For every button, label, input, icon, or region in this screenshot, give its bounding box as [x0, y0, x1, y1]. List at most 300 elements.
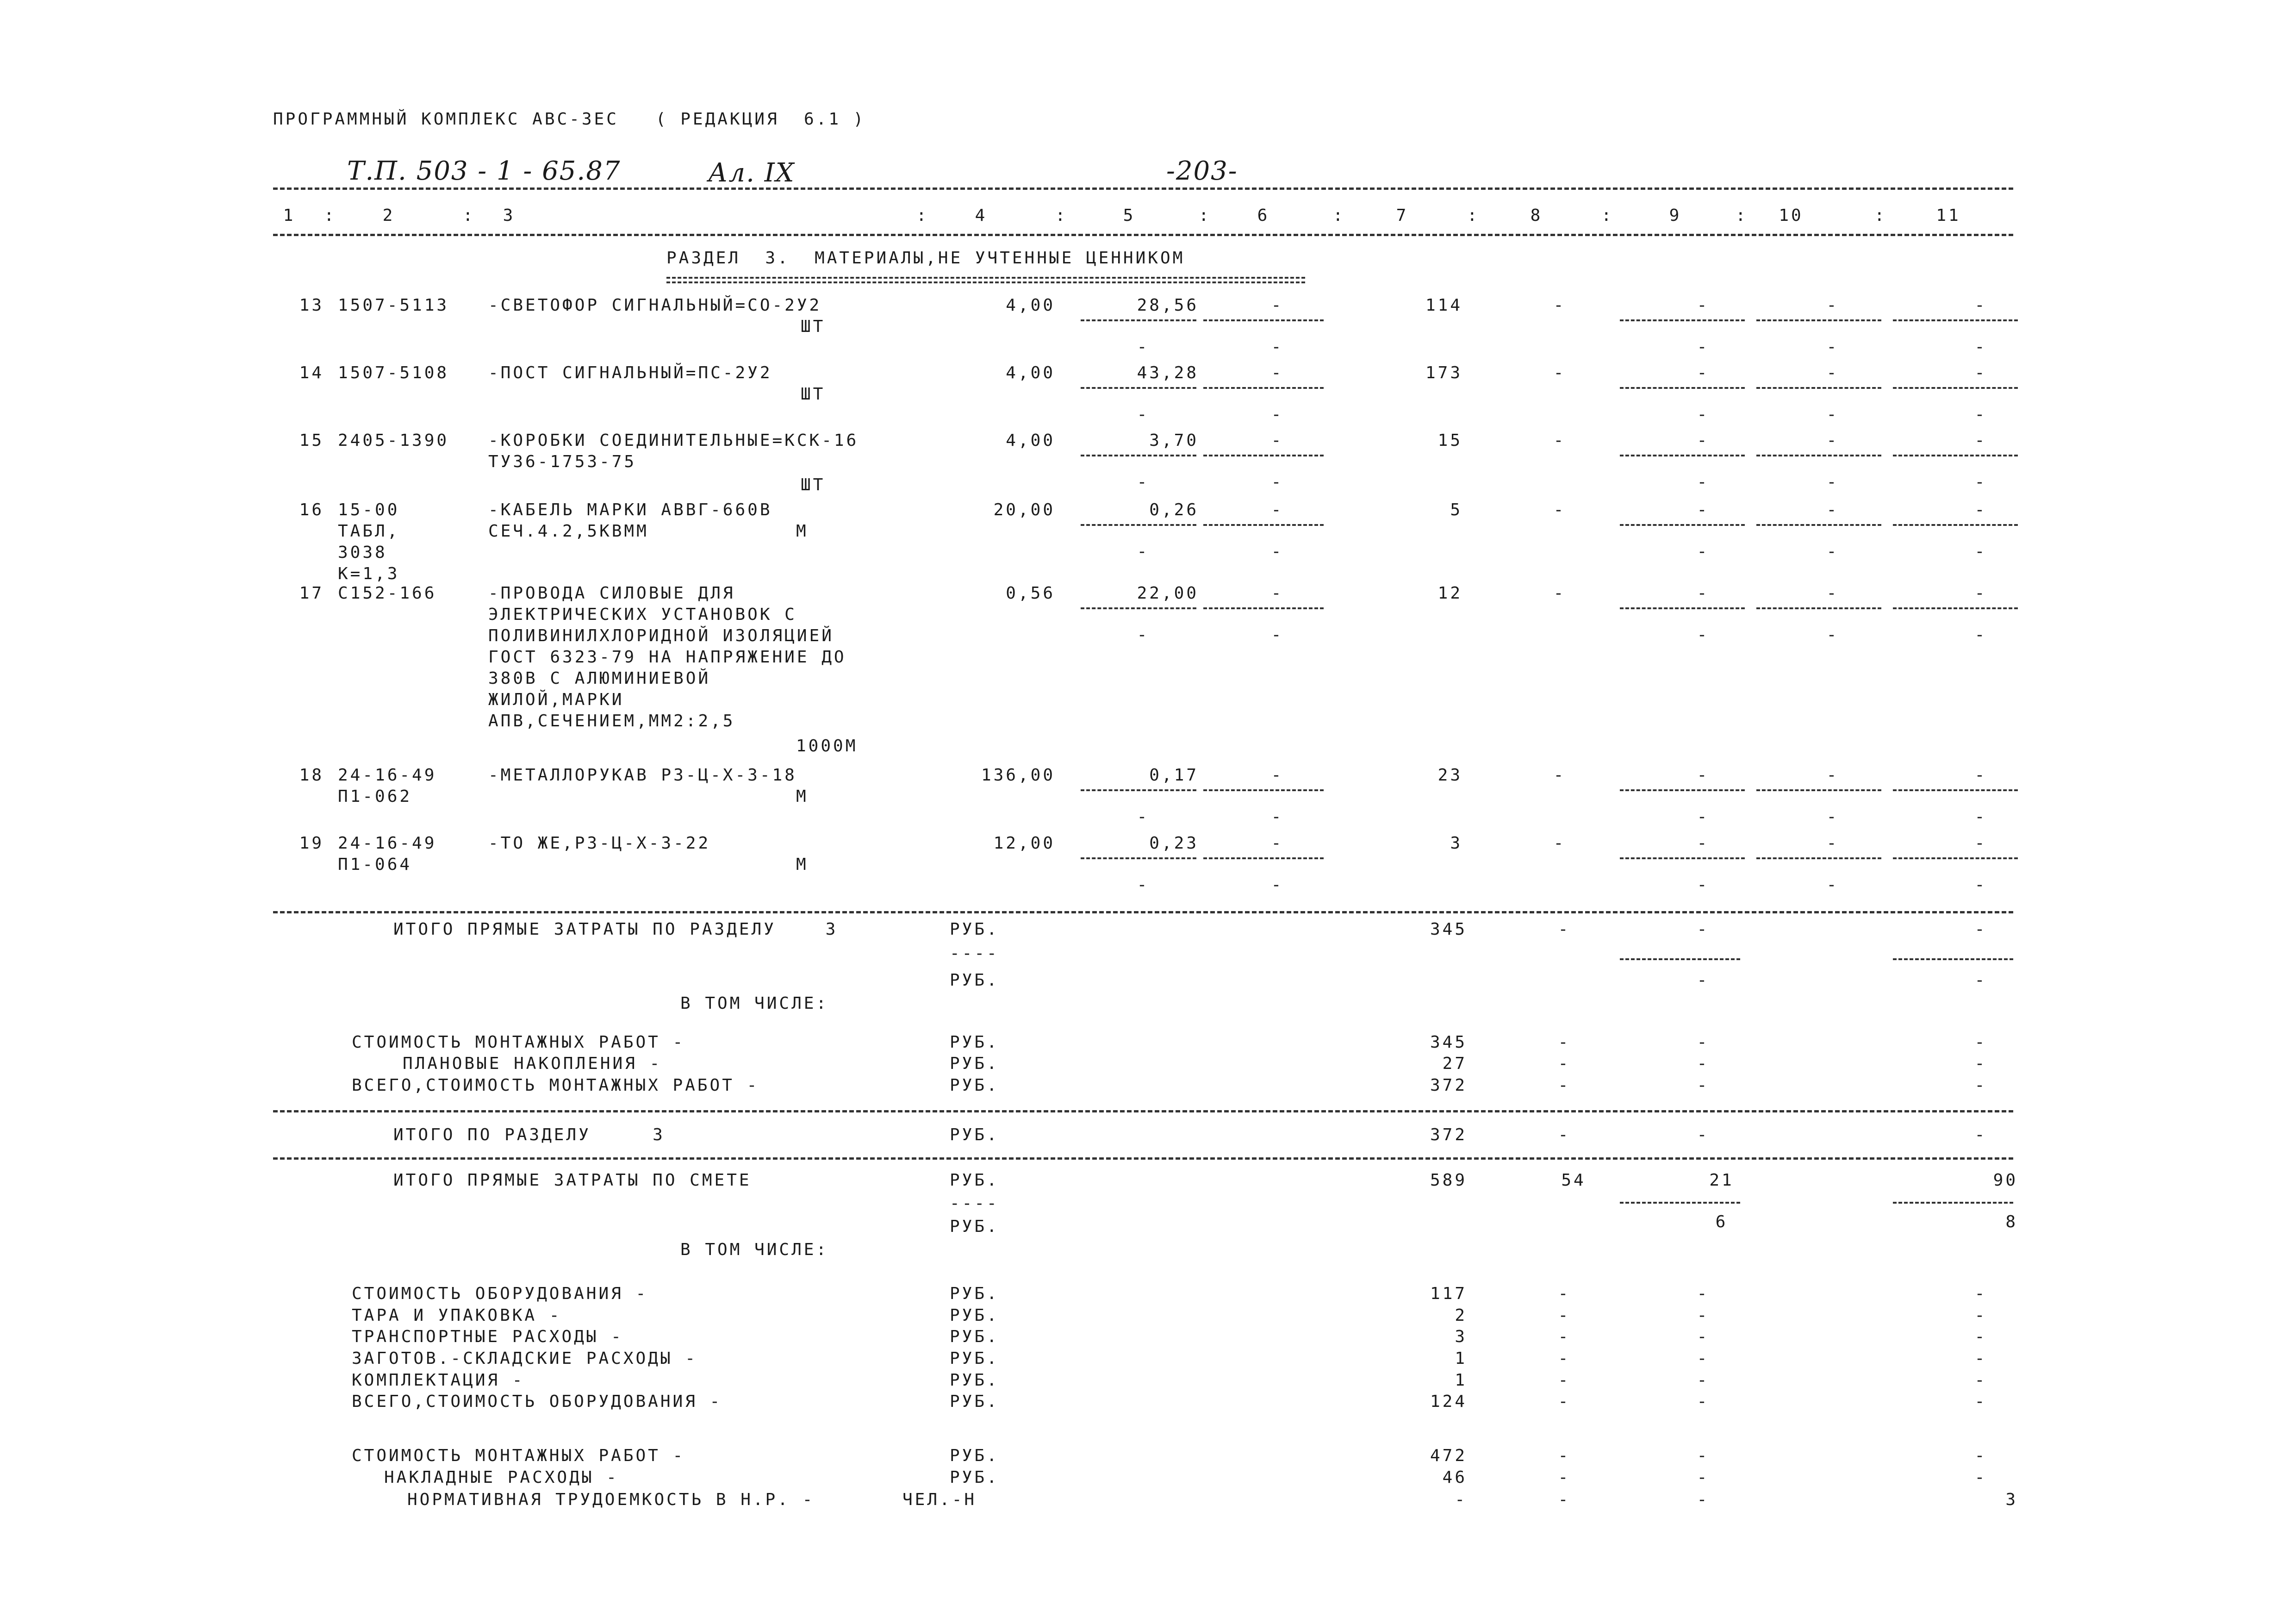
equipment-line-c11: -	[1974, 1392, 1987, 1411]
estimate-c11-underline	[1893, 1202, 2013, 1204]
row-col6: -	[1271, 584, 1284, 603]
row-col10-sub: -	[1826, 473, 1839, 492]
row-col10-sub: -	[1826, 337, 1839, 356]
row-unit-price: 0,23	[1149, 834, 1199, 853]
row-col10-sub: -	[1826, 875, 1839, 894]
row-col6-sub: -	[1271, 625, 1284, 644]
row-quantity: 12,00	[993, 834, 1055, 853]
row-price-sub: -	[1137, 337, 1150, 356]
row-unit: М	[796, 787, 809, 806]
section-line-c9: -	[1697, 1076, 1710, 1095]
row-unit-price: 0,26	[1149, 500, 1199, 519]
equipment-line-total: 1	[1455, 1349, 1467, 1368]
column-number: 3	[503, 206, 516, 225]
row-col11-sub: -	[1974, 542, 1987, 561]
row-code: 1507-5108	[338, 363, 449, 382]
section-direct-label: ИТОГО ПРЯМЫЕ ЗАТРАТЫ ПО РАЗДЕЛУ 3	[393, 920, 838, 939]
section-line-c11: -	[1974, 1076, 1987, 1095]
equipment-line-unit: РУБ.	[950, 1371, 999, 1390]
row-code: 3038	[338, 543, 387, 562]
estimate-direct-unit-2: РУБ.	[950, 1217, 999, 1236]
row-name: -ПРОВОДА СИЛОВЫЕ ДЛЯ	[488, 584, 735, 603]
overhead-total: 46	[1442, 1468, 1467, 1487]
section-total-c9: -	[1697, 1125, 1710, 1144]
row-col6-sub: -	[1271, 875, 1284, 894]
estimate-direct-c8: 54	[1561, 1171, 1586, 1190]
section-line-label: ПЛАНОВЫЕ НАКОПЛЕНИЯ -	[403, 1054, 662, 1073]
col11-underline	[1893, 455, 2018, 456]
column-number: 1	[283, 206, 296, 225]
section-direct-unit-2: РУБ.	[950, 971, 999, 990]
row-col8: -	[1553, 363, 1566, 382]
col9-underline	[1620, 319, 1745, 321]
equipment-line-c11: -	[1974, 1306, 1987, 1325]
row-col9-sub: -	[1697, 542, 1710, 561]
col10-underline	[1756, 857, 1881, 859]
col11-underline	[1893, 607, 2018, 609]
row-name: ЭЛЕКТРИЧЕСКИХ УСТАНОВОК С	[488, 605, 797, 624]
col6-underline	[1203, 524, 1324, 526]
row-col10-sub: -	[1826, 405, 1839, 424]
section-line-c8: -	[1558, 1076, 1571, 1095]
row-code: ТАБЛ,	[338, 522, 400, 541]
section-total-c11: -	[1974, 1125, 1987, 1144]
col10-underline	[1756, 455, 1881, 456]
col11-underline	[1893, 319, 2018, 321]
row-col10: -	[1826, 500, 1839, 519]
equipment-line-c8: -	[1558, 1284, 1571, 1303]
section-line-c11: -	[1974, 1033, 1987, 1052]
row-name: СЕЧ.4.2,5КВММ	[488, 522, 649, 541]
col11-underline	[1893, 387, 2018, 389]
col9-underline	[1620, 857, 1745, 859]
row-col11: -	[1974, 766, 1987, 785]
row-col9: -	[1697, 363, 1710, 382]
row-name: -КАБЕЛЬ МАРКИ АВВГ-660В	[488, 500, 772, 519]
section-c9-underline	[1620, 958, 1740, 960]
row-col6-sub: -	[1271, 542, 1284, 561]
doc-code: Т.П. 503 - 1 - 65.87	[347, 156, 621, 186]
section-line-total: 345	[1430, 1033, 1467, 1052]
rule-before-section-summary	[273, 911, 2013, 913]
row-unit-price: 22,00	[1137, 584, 1199, 603]
col11-underline	[1893, 524, 2018, 526]
equipment-line-label: СТОИМОСТЬ ОБОРУДОВАНИЯ -	[352, 1284, 648, 1303]
row-quantity: 4,00	[1006, 363, 1055, 382]
row-price-sub: -	[1137, 542, 1150, 561]
row-col11: -	[1974, 363, 1987, 382]
column-separator: :	[1874, 206, 1887, 225]
row-col9-sub: -	[1697, 807, 1710, 826]
equipment-line-c8: -	[1558, 1349, 1571, 1368]
row-quantity: 136,00	[981, 766, 1055, 785]
labor-c11: 3	[2005, 1490, 2018, 1509]
row-col10-sub: -	[1826, 807, 1839, 826]
price-underline	[1081, 789, 1196, 791]
row-name: ТУ36-1753-75	[488, 452, 637, 471]
row-price-sub: -	[1137, 875, 1150, 894]
row-name: -СВЕТОФОР СИГНАЛЬНЫЙ=СО-2У2	[488, 296, 822, 315]
section-total-label: ИТОГО ПО РАЗДЕЛУ 3	[393, 1125, 665, 1144]
estimate-c9-sub: 6	[1715, 1212, 1728, 1231]
row-name: -ТО ЖЕ,РЗ-Ц-Х-3-22	[488, 834, 711, 853]
install-c8: -	[1558, 1446, 1571, 1465]
row-number: 15	[299, 431, 324, 450]
page-number: -203-	[1166, 156, 1238, 186]
row-col10-sub: -	[1826, 542, 1839, 561]
section-c11-underline	[1893, 958, 2013, 960]
row-col6: -	[1271, 431, 1284, 450]
equipment-line-c9: -	[1697, 1392, 1710, 1411]
row-col10: -	[1826, 584, 1839, 603]
equipment-line-unit: РУБ.	[950, 1392, 999, 1411]
section-title-underline	[666, 277, 1305, 283]
row-col9: -	[1697, 584, 1710, 603]
row-col8: -	[1553, 296, 1566, 315]
row-number: 19	[299, 834, 324, 853]
equipment-line-unit: РУБ.	[950, 1284, 999, 1303]
col10-underline	[1756, 387, 1881, 389]
column-separator: :	[1199, 206, 1211, 225]
rule-before-estimate-summary	[273, 1157, 2013, 1160]
overhead-c8: -	[1558, 1468, 1571, 1487]
equipment-line-c11: -	[1974, 1349, 1987, 1368]
equipment-line-label: ВСЕГО,СТОИМОСТЬ ОБОРУДОВАНИЯ -	[352, 1392, 722, 1411]
col6-underline	[1203, 455, 1324, 456]
equipment-line-c8: -	[1558, 1306, 1571, 1325]
column-number: 2	[382, 206, 395, 225]
equipment-line-unit: РУБ.	[950, 1349, 999, 1368]
row-name: -ПОСТ СИГНАЛЬНЫЙ=ПС-2У2	[488, 363, 772, 382]
row-col11: -	[1974, 500, 1987, 519]
estimate-c9-underline	[1620, 1202, 1740, 1204]
row-col9-sub: -	[1697, 625, 1710, 644]
row-col6: -	[1271, 500, 1284, 519]
row-total: 3	[1450, 834, 1462, 853]
row-total: 15	[1437, 431, 1462, 450]
price-underline	[1081, 455, 1196, 456]
col9-underline	[1620, 455, 1745, 456]
row-quantity: 4,00	[1006, 431, 1055, 450]
column-number: 4	[975, 206, 988, 225]
section-direct-c11-sub: -	[1974, 971, 1987, 990]
overhead-label: НАКЛАДНЫЕ РАСХОДЫ -	[384, 1468, 619, 1487]
col6-underline	[1203, 789, 1324, 791]
col6-underline	[1203, 387, 1324, 389]
column-separator: :	[463, 206, 475, 225]
rule-top	[273, 187, 2013, 190]
col10-underline	[1756, 607, 1881, 609]
row-code: С152-166	[338, 584, 437, 603]
row-quantity: 4,00	[1006, 296, 1055, 315]
row-unit: ШТ	[801, 475, 826, 494]
row-unit: М	[796, 855, 809, 874]
col11-underline	[1893, 789, 2018, 791]
row-price-sub: -	[1137, 473, 1150, 492]
equipment-line-c9: -	[1697, 1371, 1710, 1390]
row-col6-sub: -	[1271, 337, 1284, 356]
row-total: 23	[1437, 766, 1462, 785]
row-total: 173	[1425, 363, 1462, 382]
row-col10-sub: -	[1826, 625, 1839, 644]
row-name: АПВ,СЕЧЕНИЕМ,ММ2:2,5	[488, 712, 735, 731]
row-col10: -	[1826, 363, 1839, 382]
row-col8: -	[1553, 431, 1566, 450]
row-col6: -	[1271, 834, 1284, 853]
row-name: ЖИЛОЙ,МАРКИ	[488, 690, 624, 709]
row-name: -МЕТАЛЛОРУКАВ РЗ-Ц-Х-3-18	[488, 766, 797, 785]
labor-c8: -	[1558, 1490, 1571, 1509]
column-number: 11	[1936, 206, 1961, 225]
install-c11: -	[1974, 1446, 1987, 1465]
row-total: 12	[1437, 584, 1462, 603]
row-unit: ШТ	[801, 385, 826, 404]
section-line-c8: -	[1558, 1054, 1571, 1073]
col6-underline	[1203, 857, 1324, 859]
section-direct-c11: -	[1974, 920, 1987, 939]
estimate-direct-total: 589	[1430, 1171, 1467, 1190]
row-col6-sub: -	[1271, 405, 1284, 424]
labor-total: -	[1455, 1490, 1467, 1509]
section-direct-total: 345	[1430, 920, 1467, 939]
column-number: 7	[1396, 206, 1409, 225]
row-quantity: 20,00	[993, 500, 1055, 519]
col10-underline	[1756, 789, 1881, 791]
col11-underline	[1893, 857, 2018, 859]
column-number: 8	[1530, 206, 1543, 225]
column-separator: :	[1055, 206, 1068, 225]
row-col6: -	[1271, 766, 1284, 785]
row-quantity: 0,56	[1006, 584, 1055, 603]
section-line-c9: -	[1697, 1033, 1710, 1052]
equipment-line-c11: -	[1974, 1284, 1987, 1303]
labor-c9: -	[1697, 1490, 1710, 1509]
section-line-label: СТОИМОСТЬ МОНТАЖНЫХ РАБОТ -	[352, 1033, 685, 1052]
row-col9-sub: -	[1697, 875, 1710, 894]
price-underline	[1081, 857, 1196, 859]
column-number: 6	[1257, 206, 1270, 225]
equipment-line-total: 124	[1430, 1392, 1467, 1411]
row-col10: -	[1826, 296, 1839, 315]
row-code: 2405-1390	[338, 431, 449, 450]
section-line-total: 27	[1442, 1054, 1467, 1073]
row-col9-sub: -	[1697, 473, 1710, 492]
row-col6: -	[1271, 296, 1284, 315]
price-underline	[1081, 319, 1196, 321]
row-name: 380В С АЛЮМИНИЕВОЙ	[488, 669, 711, 688]
equipment-line-total: 3	[1455, 1327, 1467, 1346]
row-col9-sub: -	[1697, 337, 1710, 356]
row-code: 24-16-49	[338, 834, 437, 853]
column-number: 5	[1123, 206, 1136, 225]
section-line-c9: -	[1697, 1054, 1710, 1073]
equipment-line-c9: -	[1697, 1284, 1710, 1303]
column-separator: :	[1467, 206, 1480, 225]
row-price-sub: -	[1137, 625, 1150, 644]
price-underline	[1081, 524, 1196, 526]
row-col8: -	[1553, 500, 1566, 519]
col10-underline	[1756, 319, 1881, 321]
estimate-c11-sub: 8	[2005, 1212, 2018, 1231]
row-unit: 1000М	[796, 737, 858, 756]
section-line-unit: РУБ.	[950, 1076, 999, 1095]
section-total-value: 372	[1430, 1125, 1467, 1144]
col9-underline	[1620, 387, 1745, 389]
equipment-line-c8: -	[1558, 1371, 1571, 1390]
install-total: 472	[1430, 1446, 1467, 1465]
col9-underline	[1620, 789, 1745, 791]
row-col9: -	[1697, 766, 1710, 785]
column-number: 10	[1779, 206, 1804, 225]
install-label: СТОИМОСТЬ МОНТАЖНЫХ РАБОТ -	[352, 1446, 685, 1465]
row-unit-price: 0,17	[1149, 766, 1199, 785]
row-total: 5	[1450, 500, 1462, 519]
row-col11-sub: -	[1974, 807, 1987, 826]
column-separator: :	[1736, 206, 1748, 225]
row-name: -КОРОБКИ СОЕДИНИТЕЛЬНЫЕ=КСК-16	[488, 431, 859, 450]
row-col11-sub: -	[1974, 405, 1987, 424]
equipment-line-c8: -	[1558, 1327, 1571, 1346]
row-col6-sub: -	[1271, 807, 1284, 826]
section-direct-c9: -	[1697, 920, 1710, 939]
program-header: ПРОГРАММНЫЙ КОМПЛЕКС АВС-3ЕС ( РЕДАКЦИЯ 6.1 )	[273, 110, 866, 129]
section-direct-unit-dash: ----	[950, 944, 999, 963]
section-line-total: 372	[1430, 1076, 1467, 1095]
row-code: 15-00	[338, 500, 400, 519]
row-col11: -	[1974, 584, 1987, 603]
section-line-label: ВСЕГО,СТОИМОСТЬ МОНТАЖНЫХ РАБОТ -	[352, 1076, 759, 1095]
overhead-c11: -	[1974, 1468, 1987, 1487]
equipment-line-total: 117	[1430, 1284, 1467, 1303]
equipment-line-c11: -	[1974, 1327, 1987, 1346]
row-code: 1507-5113	[338, 296, 449, 315]
overhead-c9: -	[1697, 1468, 1710, 1487]
column-separator: :	[324, 206, 336, 225]
row-col9: -	[1697, 500, 1710, 519]
rule-before-section-total	[273, 1110, 2013, 1112]
estimate-direct-c11: 90	[1993, 1171, 2018, 1190]
row-col10: -	[1826, 431, 1839, 450]
price-underline	[1081, 607, 1196, 609]
row-col11-sub: -	[1974, 625, 1987, 644]
column-separator: :	[916, 206, 929, 225]
row-number: 13	[299, 296, 324, 315]
equipment-line-total: 1	[1455, 1371, 1467, 1390]
row-col6-sub: -	[1271, 473, 1284, 492]
column-separator: :	[1333, 206, 1345, 225]
row-unit-price: 28,56	[1137, 296, 1199, 315]
row-unit: ШТ	[801, 317, 826, 336]
labor-label: НОРМАТИВНАЯ ТРУДОЕМКОСТЬ В Н.Р. -	[407, 1490, 815, 1509]
equipment-line-c11: -	[1974, 1371, 1987, 1390]
row-col11: -	[1974, 834, 1987, 853]
row-col9: -	[1697, 296, 1710, 315]
row-col11-sub: -	[1974, 875, 1987, 894]
row-unit-price: 43,28	[1137, 363, 1199, 382]
equipment-line-c9: -	[1697, 1327, 1710, 1346]
row-col6: -	[1271, 363, 1284, 382]
equipment-line-unit: РУБ.	[950, 1306, 999, 1325]
row-col8: -	[1553, 766, 1566, 785]
equipment-line-label: КОМПЛЕКТАЦИЯ -	[352, 1371, 525, 1390]
equipment-line-unit: РУБ.	[950, 1327, 999, 1346]
labor-unit: ЧЕЛ.-Н	[902, 1490, 977, 1509]
estimate-direct-unit-dash: ----	[950, 1194, 999, 1213]
section-total-c8: -	[1558, 1125, 1571, 1144]
row-code: П1-064	[338, 855, 412, 874]
section-direct-unit: РУБ.	[950, 920, 999, 939]
section-direct-c8: -	[1558, 920, 1571, 939]
equipment-line-total: 2	[1455, 1306, 1467, 1325]
sheet-label: Ал. IX	[708, 158, 795, 188]
row-col9: -	[1697, 834, 1710, 853]
estimate-direct-c9: 21	[1709, 1171, 1734, 1190]
row-col8: -	[1553, 834, 1566, 853]
row-code: 24-16-49	[338, 766, 437, 785]
col6-underline	[1203, 607, 1324, 609]
row-col10: -	[1826, 834, 1839, 853]
section-line-c11: -	[1974, 1054, 1987, 1073]
section-line-unit: РУБ.	[950, 1033, 999, 1052]
col10-underline	[1756, 524, 1881, 526]
overhead-unit: РУБ.	[950, 1468, 999, 1487]
row-col11-sub: -	[1974, 337, 1987, 356]
row-code: К=1,3	[338, 564, 400, 583]
estimate-direct-label: ИТОГО ПРЯМЫЕ ЗАТРАТЫ ПО СМЕТЕ	[393, 1171, 752, 1190]
row-name: ПОЛИВИНИЛХЛОРИДНОЙ ИЗОЛЯЦИЕЙ	[488, 626, 834, 645]
row-col9: -	[1697, 431, 1710, 450]
row-col10: -	[1826, 766, 1839, 785]
equipment-line-label: ТРАНСПОРТНЫЕ РАСХОДЫ -	[352, 1327, 623, 1346]
row-col11: -	[1974, 296, 1987, 315]
install-unit: РУБ.	[950, 1446, 999, 1465]
col6-underline	[1203, 319, 1324, 321]
column-separator: :	[1601, 206, 1614, 225]
row-col8: -	[1553, 584, 1566, 603]
row-code: П1-062	[338, 787, 412, 806]
col9-underline	[1620, 524, 1745, 526]
row-total: 114	[1425, 296, 1462, 315]
row-unit-price: 3,70	[1149, 431, 1199, 450]
section-line-c8: -	[1558, 1033, 1571, 1052]
row-price-sub: -	[1137, 807, 1150, 826]
column-number: 9	[1669, 206, 1682, 225]
row-name: ГОСТ 6323-79 НА НАПРЯЖЕНИЕ ДО	[488, 648, 846, 667]
row-price-sub: -	[1137, 405, 1150, 424]
row-col11: -	[1974, 431, 1987, 450]
row-col11-sub: -	[1974, 473, 1987, 492]
section-line-unit: РУБ.	[950, 1054, 999, 1073]
rule-under-columns	[273, 234, 2013, 236]
col9-underline	[1620, 607, 1745, 609]
row-unit: М	[796, 522, 809, 541]
section-including-label: В ТОМ ЧИСЛЕ:	[680, 994, 829, 1013]
equipment-line-label: ЗАГОТОВ.-СКЛАДСКИЕ РАСХОДЫ -	[352, 1349, 697, 1368]
estimate-direct-unit: РУБ.	[950, 1171, 999, 1190]
section-title: РАЗДЕЛ 3. МАТЕРИАЛЫ,НЕ УЧТЕННЫЕ ЦЕННИКОМ	[666, 249, 1185, 268]
section-total-unit: РУБ.	[950, 1125, 999, 1144]
row-number: 18	[299, 766, 324, 785]
row-number: 14	[299, 363, 324, 382]
equipment-line-c9: -	[1697, 1306, 1710, 1325]
section-direct-c9-sub: -	[1697, 971, 1710, 990]
install-c9: -	[1697, 1446, 1710, 1465]
estimate-including-label: В ТОМ ЧИСЛЕ:	[680, 1240, 829, 1259]
price-underline	[1081, 387, 1196, 389]
row-number: 17	[299, 584, 324, 603]
equipment-line-c8: -	[1558, 1392, 1571, 1411]
equipment-line-label: ТАРА И УПАКОВКА -	[352, 1306, 562, 1325]
